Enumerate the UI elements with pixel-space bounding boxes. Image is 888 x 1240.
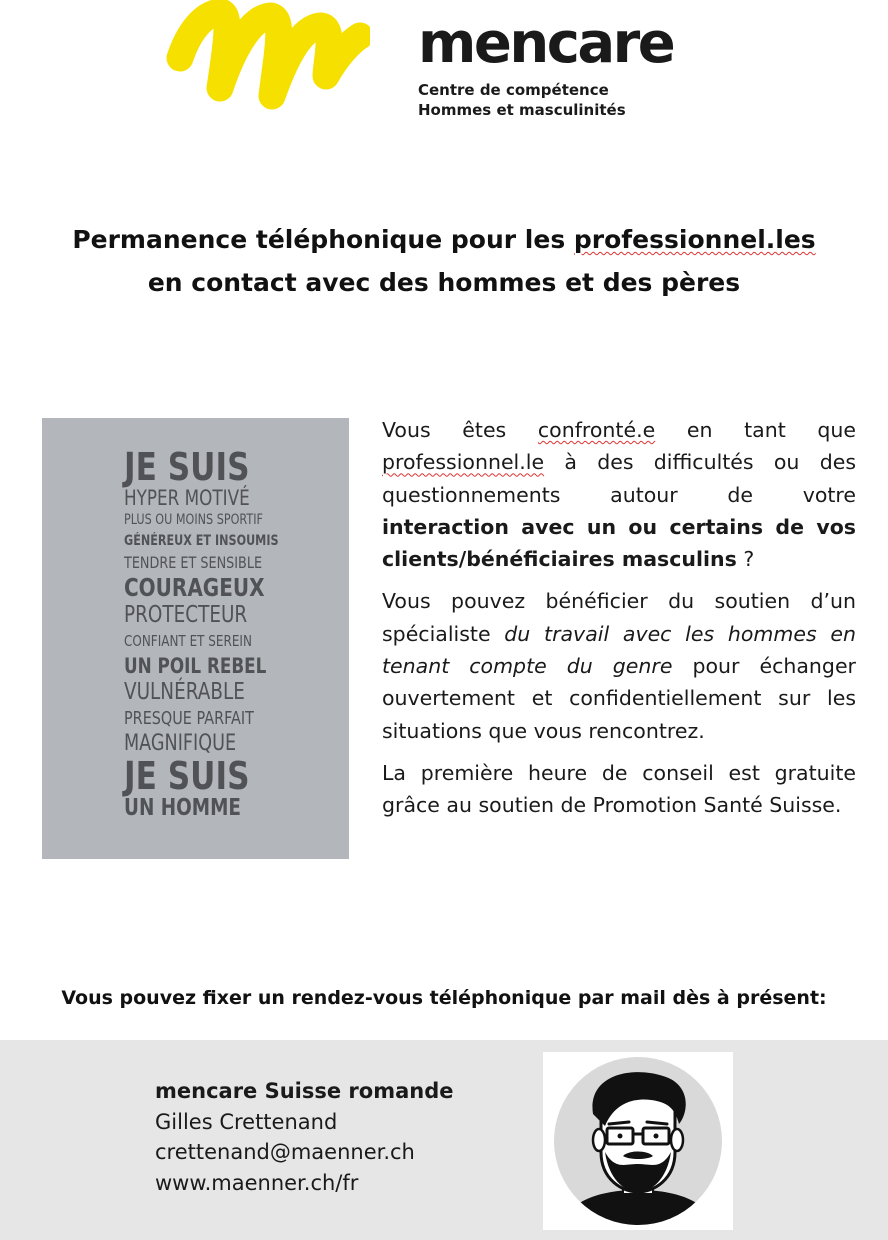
title-line1-spellword: professionnel.les <box>573 225 816 254</box>
title-line2: en contact avec des hommes et des pères <box>147 268 741 297</box>
brand-name: mencare <box>418 11 674 76</box>
poster-text-stack <box>124 445 317 821</box>
brand-subtitle-line2: Hommes et masculinités <box>418 101 626 119</box>
p1-text-b: en tant que <box>655 418 857 442</box>
poster-line: PLUS OU MOINS SPORTIF <box>124 512 263 528</box>
poster-line: COURAGEUX <box>124 573 265 602</box>
page-title <box>0 218 888 304</box>
contact-email[interactable]: crettenand@maenner.ch <box>155 1140 415 1164</box>
poster-line: TENDRE ET SENSIBLE <box>124 553 263 572</box>
avatar <box>543 1052 733 1230</box>
p1-text-a: Vous êtes <box>382 418 538 442</box>
p1-spellword-2: professionnel.le <box>382 450 545 475</box>
contact-name: Gilles Crettenand <box>155 1109 338 1134</box>
brand-block <box>418 11 674 120</box>
poster-line: CONFIANT ET SEREIN <box>124 632 252 650</box>
paragraph-2 <box>382 585 856 746</box>
contact-org: mencare Suisse romande <box>155 1079 454 1103</box>
paragraph-3: La première heure de conseil est gratuite grâce au soutien de Promotion Santé Suisse. <box>382 760 856 818</box>
poster-line: PROTECTEUR <box>124 602 248 628</box>
mencare-logo-mark <box>160 0 370 118</box>
p1-text-c: à des difficultés ou des questionnements autour de votre <box>382 450 856 507</box>
poster-line: PRESQUE PARFAIT <box>124 708 254 729</box>
poster-line: JE SUIS <box>124 754 250 798</box>
poster-line: UN POIL REBEL <box>124 654 267 678</box>
poster-line: GÉNÉREUX ET INSOUMIS <box>124 533 279 549</box>
poster-image <box>42 418 349 859</box>
poster-line: MAGNIFIQUE <box>124 731 237 756</box>
p1-bold-text: interaction avec un ou certains de vos clients/bénéficiaires masculins <box>382 514 856 572</box>
p2-italic-text: du travail avec les hommes en tenant compte du genre <box>382 621 857 679</box>
call-to-action: Vous pouvez fixer un rendez-vous téléphonique par mail dès à présent: <box>61 987 827 1009</box>
poster-line: UN HOMME <box>124 795 241 821</box>
brand-subtitle <box>418 80 673 120</box>
title-line1 <box>0 218 888 261</box>
contact-website[interactable]: www.maenner.ch/fr <box>155 1170 359 1195</box>
brand-subtitle-line1: Centre de compétence <box>418 81 609 99</box>
poster-line: HYPER MOTIVÉ <box>124 486 250 510</box>
poster-line: JE SUIS <box>124 445 250 489</box>
contact-block <box>155 1076 454 1198</box>
p1-text-d: ? <box>736 547 755 572</box>
paragraph-1 <box>382 414 856 575</box>
poster-line: VULNÉRABLE <box>124 679 245 705</box>
avatar-illustration <box>543 1052 733 1230</box>
body-text <box>382 414 856 832</box>
p2-text-a: Vous pouvez bénéficier du soutien d’un spécialiste <box>382 589 856 646</box>
p1-spellword-1: confronté.e <box>537 418 656 442</box>
title-line1-text: Permanence téléphonique pour les <box>72 225 574 254</box>
p2-text-b: pour échanger ouvertement et confidentiellement sur les situations que vous rencontrez. <box>382 654 856 743</box>
